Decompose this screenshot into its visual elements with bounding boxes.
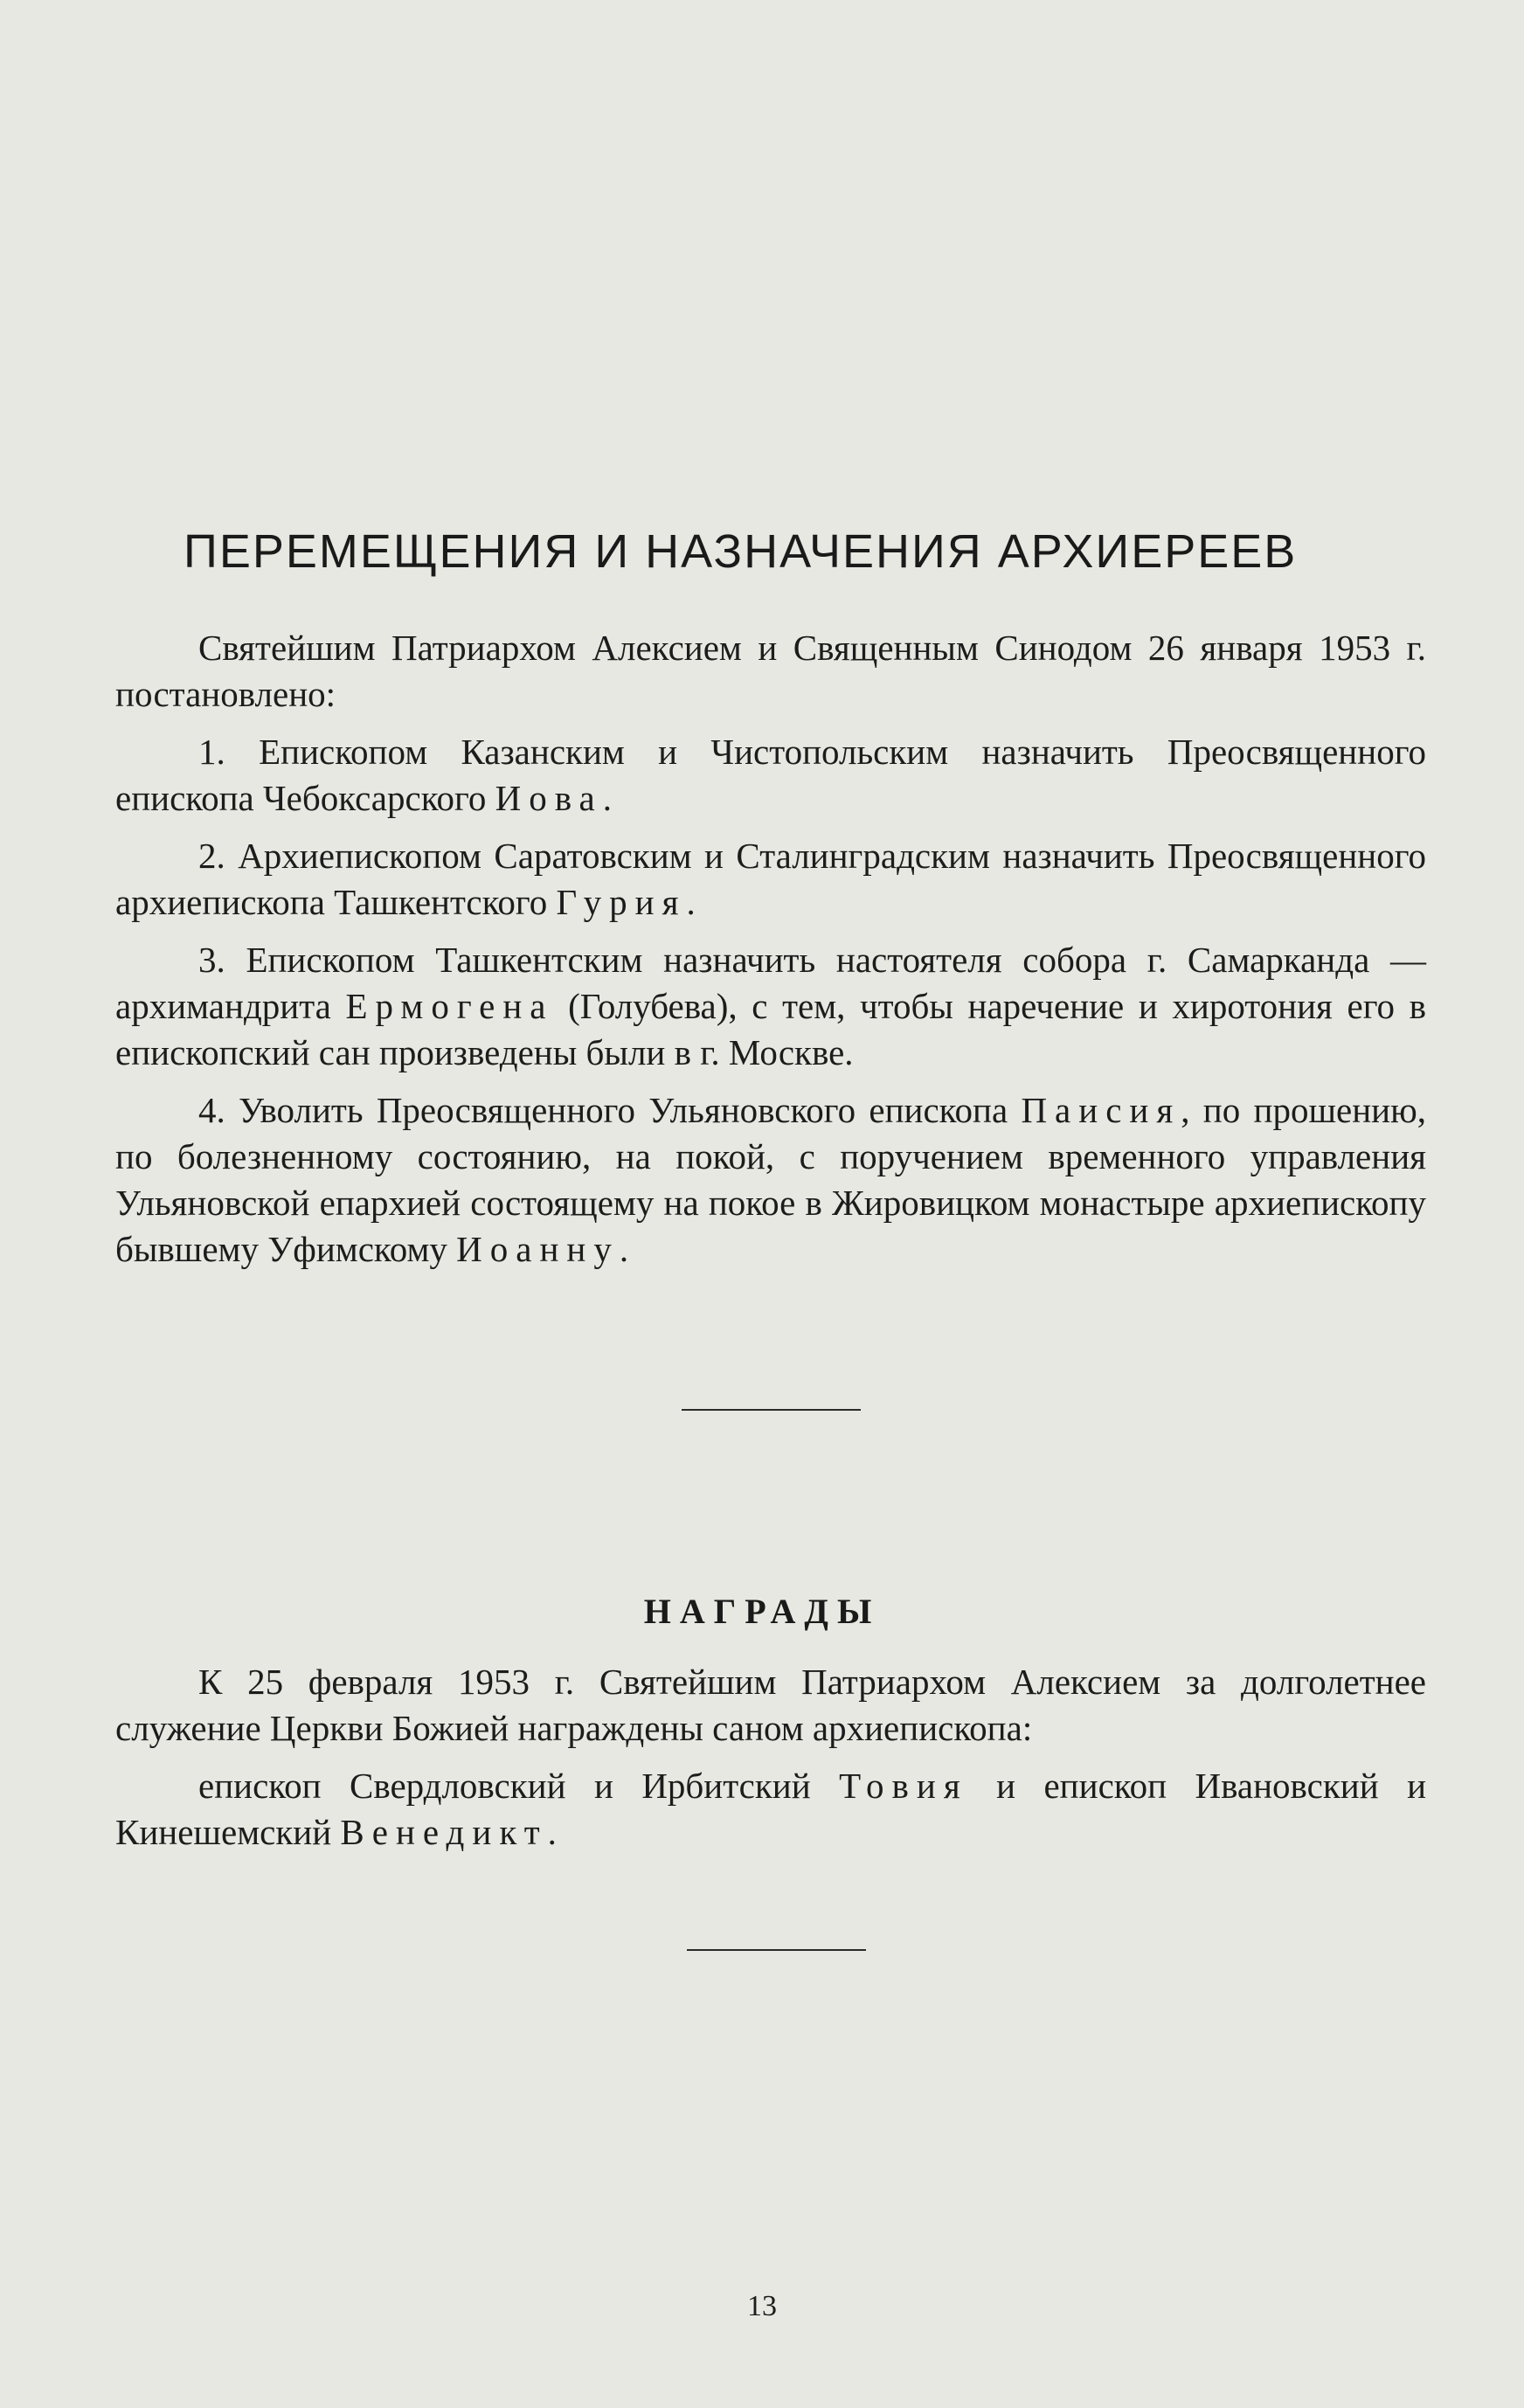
appointment-item-3 [115,937,1426,1076]
section-divider [687,1949,866,1951]
item-text: . [547,1812,557,1852]
appointment-item-2 [115,833,1426,926]
appointment-item-1 [115,729,1426,822]
item-text: . [686,882,696,922]
section-title-appointments: ПЕРЕМЕЩЕНИЯ И НАЗНАЧЕНИЯ АРХИЕРЕЕВ [184,525,1298,578]
bishop-name: Паисия [1021,1090,1181,1130]
item-text: епископ Свердловский и Ирбитский [198,1766,840,1806]
section-divider [682,1409,861,1411]
item-text: и епископ Ивановский и Кинешемский [115,1766,1427,1852]
item-text: 3. Епископом Ташкентским назначить настоятеля собора г. Самарканда — архимандрита [115,940,1426,1026]
bishop-name: Ермогена [345,986,554,1026]
bishop-name: Венедикт [340,1812,548,1852]
appointments-intro: Святейшим Патриархом Алексием и Священным Синодом 26 января 1953 г. постановлено: [115,628,1426,714]
item-text: . [602,778,612,818]
appointment-item-4 [115,1087,1426,1273]
item-text: 1. Епископом Казанским и Чистопольским назначить Преосвященного епископа Чебоксарского [115,732,1426,818]
item-text: . [619,1229,629,1269]
item-text: (Голубева), с тем, чтобы наречение и хиротония его в епископский сан произведены были в г. Москве. [115,986,1426,1072]
item-text: 4. Уволить Преосвященного Ульяновского епископа [198,1090,1022,1130]
awards-intro: К 25 февраля 1953 г. Святейшим Патриархом Алексием за долголетнее служение Церкви Божией награждены саном архиепископа: [115,1662,1426,1748]
awards-text [115,1659,1426,1867]
page-number: 13 [747,2290,777,2322]
awards-item [115,1763,1426,1856]
bishop-name: Иова [495,778,603,818]
bishop-name: Гурия [556,882,687,922]
bishop-name: Товия [839,1766,968,1806]
bishop-name: Иоанну [456,1229,620,1269]
item-text: , по прошению, по болезненному состоянию, на покой, с поручением временного управления Ульяновской епархией состоящему на покое в Жировицком монастыре архиепископу бывшему Уфимскому [115,1090,1426,1269]
item-text: 2. Архиепископом Саратовским и Сталинградским назначить Преосвященного архиепископа Ташкентского [115,836,1426,922]
appointments-text [115,625,1426,1284]
section-title-awards: НАГРАДЫ [643,1592,881,1631]
